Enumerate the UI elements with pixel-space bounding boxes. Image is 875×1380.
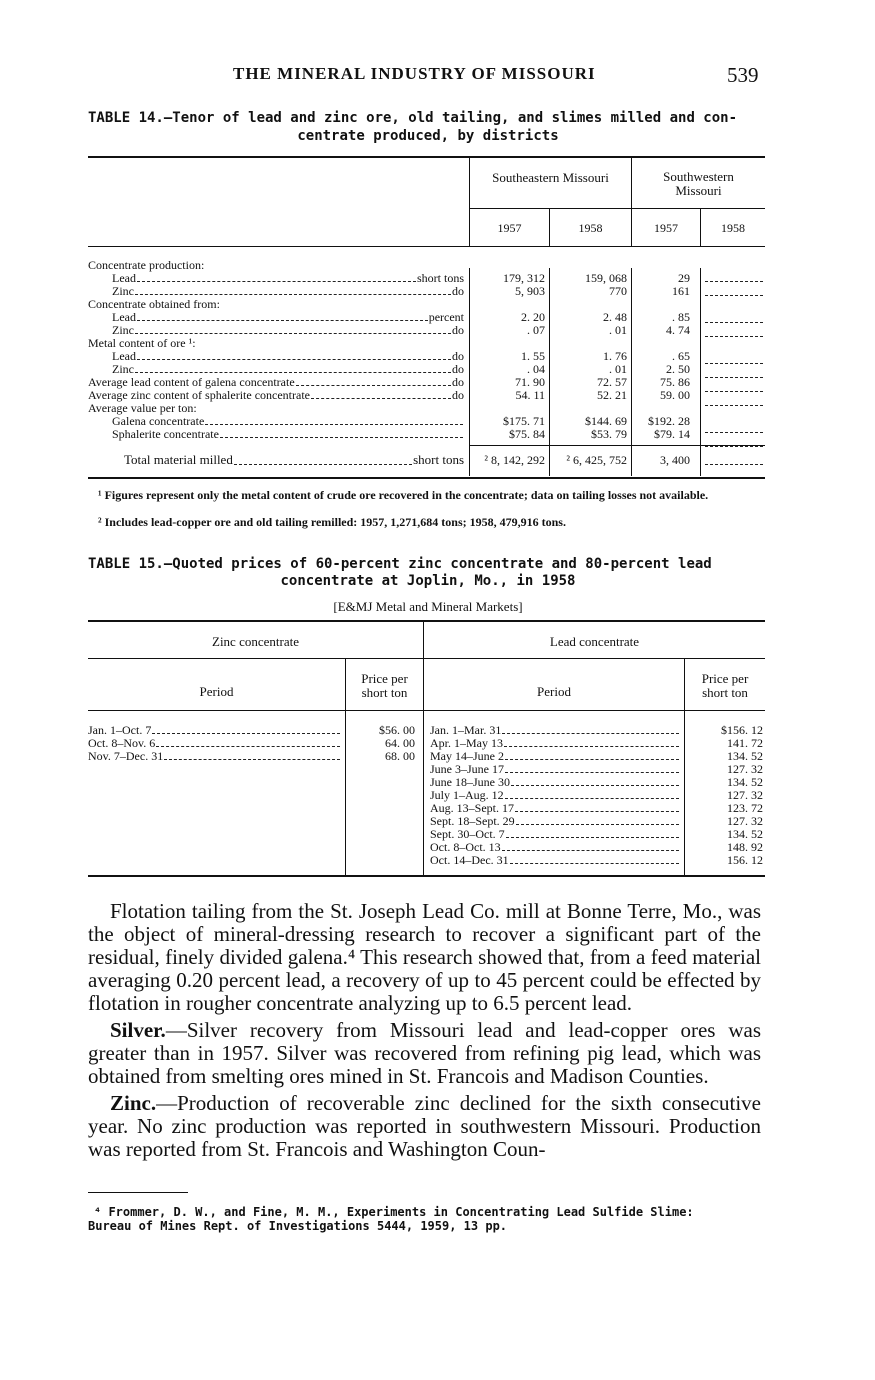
table15-zinc-price-header-line1: Price per — [361, 671, 408, 686]
table14-value-cell — [550, 298, 627, 311]
table14-row-label-text: Galena concentrate — [112, 415, 205, 428]
table15-caption-line2: concentrate at Joplin, Mo., in 1958 — [280, 573, 576, 589]
table14-empty-cell — [705, 341, 763, 354]
silver-heading: Silver. — [110, 1018, 166, 1042]
table15-lead-period-row — [430, 789, 680, 802]
table15-zinc-period-column — [88, 724, 341, 763]
table14-empty-cell — [705, 382, 763, 392]
table15-center-vrule — [423, 621, 424, 876]
table14-row-label — [88, 311, 464, 324]
leader-dots — [135, 285, 451, 295]
table14-value-cell — [632, 259, 690, 272]
table14-row-unit: do — [452, 389, 464, 402]
table15-lead-price: 127. 32 — [727, 815, 763, 828]
table14-value-cell: . 65 — [672, 350, 690, 363]
table14-value-cell: $192. 28 — [648, 415, 690, 428]
table14-value-cell: 770 — [609, 285, 627, 298]
table15-lead-period: Aug. 13–Sept. 17 — [430, 802, 514, 815]
table14-value-cell — [632, 337, 690, 350]
zinc-text: —Production of recoverable zinc declined for the sixth consecutive year. No zinc production was reported in southwestern Missouri. Production was reported from St. Francois and Washington Coun- — [88, 1091, 761, 1161]
leader-dots — [205, 415, 463, 425]
table14-sw-1958-column — [705, 259, 763, 451]
table15-lead-price: 134. 52 — [727, 776, 763, 789]
table14-value-cell: $175. 71 — [503, 415, 545, 428]
table14-value-cell: 59. 00 — [660, 389, 690, 402]
table14-total-empty-cell — [705, 455, 763, 465]
table15-lead-period-column — [430, 724, 680, 867]
table14-header-bottom-rule — [88, 246, 765, 247]
table14-value-cell — [550, 402, 627, 415]
table15-zinc-price: $56. 00 — [379, 724, 415, 737]
table15-zinc-period: Oct. 8–Nov. 6 — [88, 737, 156, 750]
table15-caption-line1: TABLE 15.—Quoted prices of 60-percent zinc concentrate and 80-percent lead — [88, 556, 712, 572]
table14-year-header: 1957 — [654, 221, 678, 235]
table15-top-rule — [88, 620, 765, 622]
table14-value-cell: 1. 55 — [521, 350, 545, 363]
table15-lead-period: Sept. 18–Sept. 29 — [430, 815, 515, 828]
table14-caption-line2: centrate produced, by districts — [297, 128, 559, 144]
table14-total-label — [124, 452, 464, 468]
table14-value-cell: . 04 — [527, 363, 545, 376]
table15-group-rule-left — [88, 658, 423, 659]
table15-lead-period-row — [430, 802, 680, 815]
leader-dots — [502, 724, 679, 734]
table14-row-unit: do — [452, 363, 464, 376]
footnote-4-line1: ⁴ Frommer, D. W., and Fine, M. M., Experiments in Concentrating Lead Sulfide Slime: — [94, 1205, 694, 1219]
table14-row-heading: Metal content of ore ¹: — [88, 337, 196, 350]
table14-value-cell: $53. 79 — [591, 428, 627, 441]
table14-se-1958-column — [550, 259, 627, 441]
table15-lead-period: June 3–June 17 — [430, 763, 504, 776]
leader-dots — [220, 428, 463, 438]
table14-row-label — [88, 272, 464, 285]
table15-zinc-header: Zinc concentrate — [212, 634, 299, 649]
table15-lead-price: 141. 72 — [727, 737, 763, 750]
table15-lead-period-row — [430, 815, 680, 828]
table15-zinc-period-row — [88, 737, 341, 750]
silver-text: —Silver recovery from Missouri lead and lead-copper ores was greater than in 1957. Silver was recovered from refining pig lead, which was obtained from smelting ores mined in St. Francois and Madison Counties. — [88, 1018, 761, 1088]
table14-value-cell: $79. 14 — [654, 428, 690, 441]
table14-bottom-rule — [88, 477, 765, 479]
table15-lead-period-row — [430, 841, 680, 854]
table14-value-cell: 2. 50 — [666, 363, 690, 376]
table15-lead-period-row — [430, 828, 680, 841]
body-text — [88, 900, 761, 1161]
table15-zinc-price: 64. 00 — [385, 737, 415, 750]
leader-dots — [515, 802, 679, 812]
table15-lead-header: Lead concentrate — [549, 634, 640, 649]
table14-row-unit: do — [452, 350, 464, 363]
table15-zinc-period: Jan. 1–Oct. 7 — [88, 724, 152, 737]
table15-lead-period: Oct. 14–Dec. 31 — [430, 854, 509, 867]
table14-footnote-2: ² Includes lead-copper ore and old tailing remilled: 1957, 1,271,684 tons; 1958, 479,916 tons. — [98, 515, 566, 529]
table15-lead-price: $156. 12 — [721, 724, 763, 737]
table14-empty-cell — [705, 259, 763, 272]
table14-row-heading: Average value per ton: — [88, 402, 197, 415]
table14-value-cell: $75. 84 — [509, 428, 545, 441]
table14-value-cell — [470, 402, 545, 415]
table15-zinc-price-column — [346, 724, 415, 763]
table15-zinc-period: Nov. 7–Dec. 31 — [88, 750, 164, 763]
table14-year-header: 1958 — [578, 221, 603, 235]
leader-dots — [296, 376, 451, 386]
table15-lead-period: June 18–June 30 — [430, 776, 510, 789]
table15-lead-period-row — [430, 776, 680, 789]
table14-value-cell: 4. 74 — [666, 324, 690, 337]
table14-value-cell: 52. 21 — [597, 389, 627, 402]
table15-lead-period-row — [430, 724, 680, 737]
table14-row-heading: Concentrate production: — [88, 259, 205, 272]
table15-zinc-price-header-line2: short ton — [361, 685, 408, 700]
table14-sw-1957-column — [632, 259, 690, 441]
table14-group-rule — [469, 208, 765, 209]
table14-empty-cell — [705, 300, 763, 313]
table15-lead-period-row — [430, 763, 680, 776]
table14-value-cell: 159, 068 — [585, 272, 627, 285]
table15-lead-period: Oct. 8–Oct. 13 — [430, 841, 501, 854]
table14-value-cell — [470, 259, 545, 272]
zinc-heading: Zinc. — [110, 1091, 157, 1115]
leader-dots — [137, 311, 428, 321]
table14-row-unit: do — [452, 285, 464, 298]
table14-empty-cell — [705, 354, 763, 364]
leader-dots — [164, 750, 340, 760]
table15-lead-price: 134. 52 — [727, 828, 763, 841]
footnote-4 — [88, 1205, 768, 1233]
table14-value-cell: . 01 — [609, 324, 627, 337]
table14-row-label-text: Zinc — [112, 363, 134, 376]
table15-zinc-price: 68. 00 — [385, 750, 415, 763]
table14-value-cell: 2. 20 — [521, 311, 545, 324]
table14-empty-cell — [705, 327, 763, 337]
table14-row-label-text: Zinc — [112, 285, 134, 298]
leader-dots — [504, 737, 679, 747]
table15-lead-period-header: Period — [537, 684, 571, 699]
table14-group-southeastern: Southeastern Missouri — [492, 170, 609, 185]
table15-group-rule-right — [424, 658, 765, 659]
table15-lead-price: 134. 52 — [727, 750, 763, 763]
table15-lead-period-row — [430, 854, 680, 867]
table14-value-cell: 72. 57 — [597, 376, 627, 389]
table14-row-unit: percent — [428, 311, 464, 324]
leader-dots — [135, 363, 451, 373]
leader-dots — [505, 763, 679, 773]
table15-zinc-period-row — [88, 750, 341, 763]
table14-row-heading: Concentrate obtained from: — [88, 298, 220, 311]
leader-dots — [152, 724, 340, 734]
leader-dots — [137, 350, 451, 360]
table14-row-label-text: Zinc — [112, 324, 134, 337]
table14-row-unit: do — [452, 324, 464, 337]
table14-empty-cell — [705, 423, 763, 433]
table15-lead-price: 123. 72 — [727, 802, 763, 815]
table14-empty-cell — [705, 272, 763, 282]
table15-lead-period: July 1–Aug. 12 — [430, 789, 504, 802]
table14-value-cell — [632, 402, 690, 415]
table14-row-unit: short tons — [416, 272, 464, 285]
paragraph-zinc — [88, 1092, 761, 1161]
table15-lead-price-column — [685, 724, 763, 867]
table14-caption-line1: TABLE 14.—Tenor of lead and zinc ore, old tailing, and slimes milled and con- — [88, 110, 738, 126]
table14-empty-cell — [705, 396, 763, 406]
leader-dots — [502, 841, 679, 851]
table14-row-label — [88, 389, 464, 402]
table15-lead-period-row — [430, 737, 680, 750]
table15-lead-price: 127. 32 — [727, 763, 763, 776]
table14-footnote-1: ¹ Figures represent only the metal content of crude ore recovered in the concentrate; data on tailing losses not available. — [98, 488, 709, 502]
table14-total-value: ² 6, 425, 752 — [566, 453, 627, 467]
footnote-separator — [88, 1192, 188, 1193]
table15-source: [E&MJ Metal and Mineral Markets] — [333, 599, 523, 614]
table15-lead-price-header-line1: Price per — [701, 671, 749, 686]
table14-value-cell: . 85 — [672, 311, 690, 324]
leader-dots — [137, 272, 416, 282]
table14-value-cell: 29 — [678, 272, 690, 285]
table14-total-value: 3, 400 — [660, 453, 690, 467]
table14-empty-cell — [705, 368, 763, 378]
table14-row-label-text: Average lead content of galena concentrate — [88, 376, 295, 389]
table14-value-cell: 71. 90 — [515, 376, 545, 389]
footnote-4-line2: Bureau of Mines Rept. of Investigations 5444, 1959, 13 pp. — [88, 1219, 508, 1233]
table15-caption — [88, 556, 768, 590]
leader-dots — [506, 828, 679, 838]
leader-dots — [311, 389, 451, 399]
table15-header-bottom-rule — [88, 710, 765, 711]
table14-group-southwestern — [632, 170, 765, 198]
table14-value-cell: 5, 903 — [515, 285, 545, 298]
table14-row-label — [88, 285, 464, 298]
table14-top-rule — [88, 156, 765, 158]
table14-total-value: ² 8, 142, 292 — [484, 453, 545, 467]
table15-zinc-price-header — [346, 672, 423, 700]
table14-value-cell: . 07 — [527, 324, 545, 337]
leader-dots — [505, 789, 679, 799]
table14-total-label-text: Total material milled — [124, 452, 233, 467]
table15-zinc-period-header: Period — [199, 684, 234, 699]
table14-value-cell: . 01 — [609, 363, 627, 376]
table14-row-label-text: Lead — [112, 350, 136, 363]
table14-stub-column — [88, 259, 464, 441]
page-number: 539 — [727, 63, 759, 87]
table14-row-label — [88, 428, 464, 441]
paragraph-flotation: Flotation tailing from the St. Joseph Lead Co. mill at Bonne Terre, Mo., was the object of mineral-dressing research to recover a significant part of the residual, finely divided galena.⁴ This research showed that, from a feed material averaging 0.20 percent lead, a recovery of up to 45 percent could be effected by flotation in rougher concentrate analyzing up to 6.5 percent lead. — [88, 899, 761, 1015]
table14-row-label — [88, 363, 464, 376]
table14-value-cell — [550, 259, 627, 272]
table15-lead-period: May 14–June 2 — [430, 750, 504, 763]
leader-dots — [510, 854, 679, 864]
leader-dots — [516, 815, 679, 825]
table14-se-1957-column — [470, 259, 545, 441]
table14-value-cell: 1. 76 — [603, 350, 627, 363]
table14-row-label — [88, 415, 464, 428]
table14-empty-cell — [705, 437, 763, 447]
table14-row-label-text: Average zinc content of sphalerite concentrate — [88, 389, 310, 402]
table14-empty-cell — [705, 410, 763, 423]
table15-lead-price-header — [685, 672, 765, 700]
table15-lead-period: Sept. 30–Oct. 7 — [430, 828, 505, 841]
table14-value-cell — [470, 298, 545, 311]
table14-row-label-text: Lead — [112, 272, 136, 285]
table15-lead-price: 127. 32 — [727, 789, 763, 802]
leader-dots — [135, 324, 451, 334]
table14-value-cell — [632, 298, 690, 311]
table14-year-header: 1958 — [721, 221, 745, 235]
table14-value-cell: 161 — [672, 285, 690, 298]
table14-row-label — [88, 324, 464, 337]
table14-row-unit: do — [452, 376, 464, 389]
table14-total-unit: short tons — [413, 452, 464, 467]
leader-dots — [156, 737, 340, 747]
table14-row-label — [88, 376, 464, 389]
table15-lead-period: Apr. 1–May 13 — [430, 737, 503, 750]
table15-lead-price: 156. 12 — [727, 854, 763, 867]
table14-empty-cell — [705, 286, 763, 296]
running-header-title: THE MINERAL INDUSTRY OF MISSOURI — [233, 64, 596, 83]
table14-row-label — [88, 350, 464, 363]
table14-value-cell: 2. 48 — [603, 311, 627, 324]
table14-value-cell: $144. 69 — [585, 415, 627, 428]
table15-lead-price-header-line2: short ton — [702, 685, 748, 700]
table14-group-southwestern-line1: Southwestern — [663, 169, 734, 184]
table14-row-label-text: Lead — [112, 311, 136, 324]
table14-year-header: 1957 — [497, 221, 522, 235]
paragraph-silver — [88, 1019, 761, 1088]
table14-value-cell — [470, 337, 545, 350]
table15-lead-period-row — [430, 750, 680, 763]
table14-group-southwestern-line2: Missouri — [675, 183, 722, 198]
table14-empty-cell — [705, 313, 763, 323]
table15-zinc-period-row — [88, 724, 341, 737]
table15-bottom-rule — [88, 875, 765, 877]
leader-dots — [505, 750, 679, 760]
table15-lead-period: Jan. 1–Mar. 31 — [430, 724, 502, 737]
table14-value-cell — [550, 337, 627, 350]
table14-value-cell: 75. 86 — [660, 376, 690, 389]
leader-dots — [511, 776, 679, 786]
table14-row-label-text: Sphalerite concentrate — [112, 428, 219, 441]
table15-lead-price: 148. 92 — [727, 841, 763, 854]
table14-caption — [88, 110, 768, 145]
table14-value-cell: 54. 11 — [515, 389, 545, 402]
table14-value-cell: 179, 312 — [503, 272, 545, 285]
